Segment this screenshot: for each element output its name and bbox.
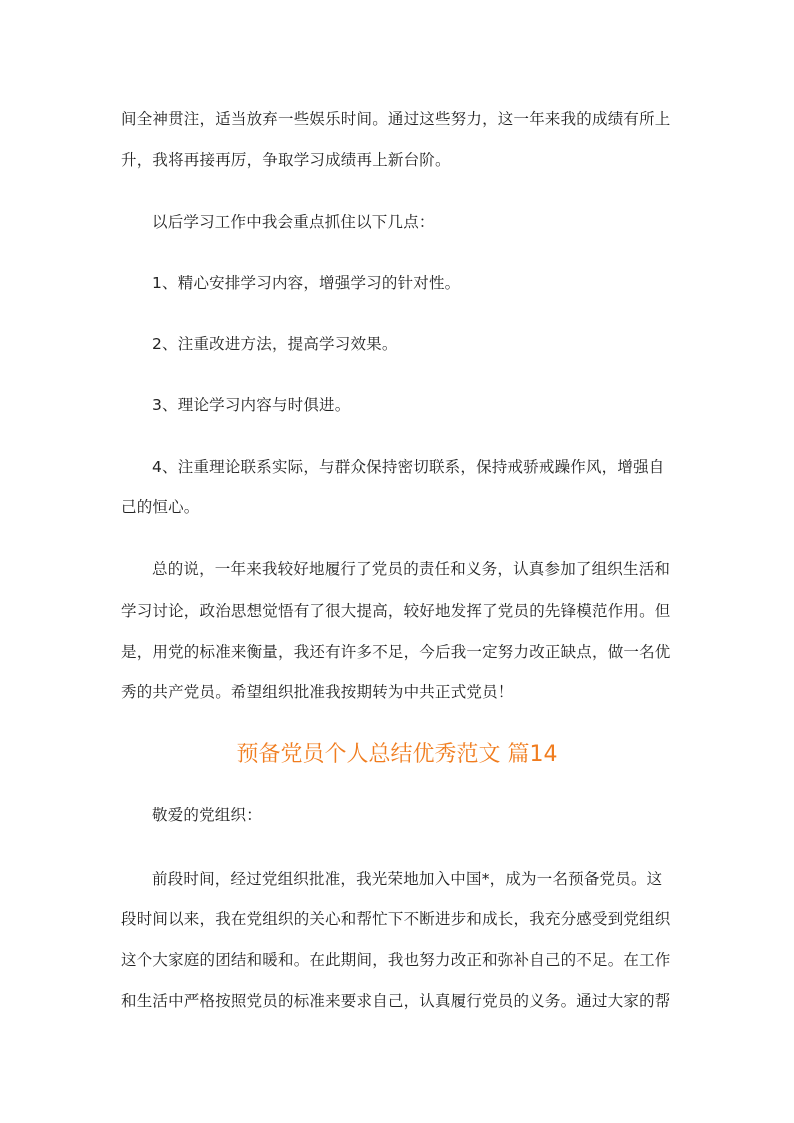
list-item: 2、注重改进方法，提高学习效果。	[152, 335, 398, 353]
paragraph-line: 学习讨论，政治思想觉悟有了很大提高，较好地发挥了党员的先锋模范作用。但	[121, 602, 671, 620]
list-item-continuation: 己的恒心。	[121, 498, 200, 516]
paragraph-line: 秀的共产党员。希望组织批准我按期转为中共正式党员！	[121, 683, 514, 701]
paragraph-line: 升，我将再接再厉，争取学习成绩再上新台阶。	[121, 151, 451, 169]
section-heading: 预备党员个人总结优秀范文 篇14	[236, 742, 558, 767]
list-item: 1、精心安排学习内容，增强学习的针对性。	[152, 274, 461, 292]
list-item: 4、注重理论联系实际，与群众保持密切联系，保持戒骄戒躁作风，增强自	[152, 458, 665, 476]
paragraph-line: 总的说，一年来我较好地履行了党员的责任和义务，认真参加了组织生活和	[152, 560, 671, 578]
paragraph-line: 这个大家庭的团结和暖和。在此期间，我也努力改正和弥补自己的不足。在工作	[121, 951, 671, 969]
paragraph-line: 段时间以来，我在党组织的关心和帮忙下不断进步和成长，我充分感受到党组织	[121, 910, 671, 928]
paragraph-intro: 以后学习工作中我会重点抓住以下几点：	[152, 213, 435, 231]
paragraph-line: 是，用党的标准来衡量，我还有许多不足，今后我一定努力改正缺点，做一名优	[121, 643, 671, 661]
paragraph-line: 前段时间，经过党组织批准，我光荣地加入中国*，成为一名预备党员。这	[152, 870, 663, 888]
paragraph-line: 和生活中严格按照党员的标准来要求自己，认真履行党员的义务。通过大家的帮	[121, 992, 671, 1010]
list-item: 3、理论学习内容与时俱进。	[152, 396, 351, 414]
paragraph-line: 间全神贯注，适当放弃一些娱乐时间。通过这些努力，这一年来我的成绩有所上	[121, 110, 671, 128]
salutation: 敬爱的党组织：	[152, 806, 262, 824]
